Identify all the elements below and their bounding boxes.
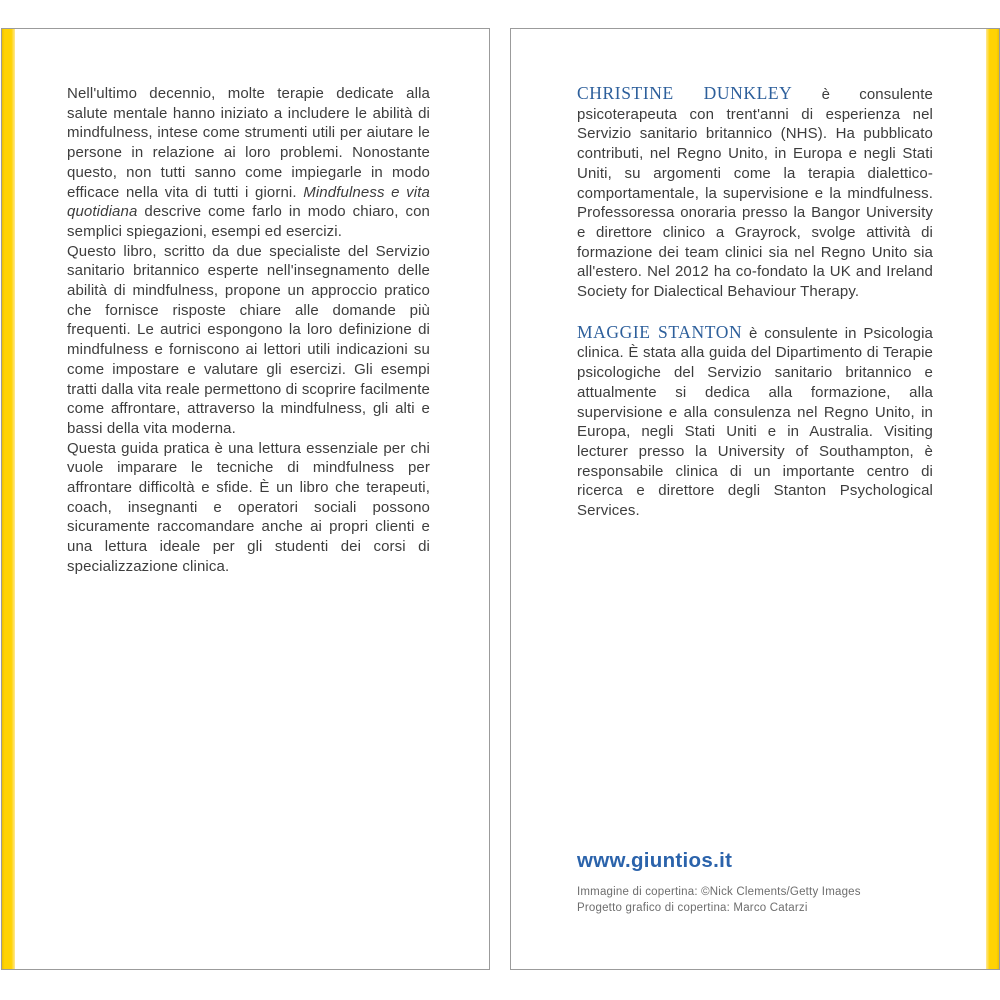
author-bio-maggie-stanton-text: è consulente in Psicologia clinica. È stata alla guida del Dipartimento di Terapie psicologiche del Servizio sanitario britannico e attualmente si dedica alla formazione, alla supervisione e alla consulenza nel Regno Unito, in Europa, negli Stati Uniti e in Australia. Visiting lecturer presso la University of Southampton, è responsabile clinica di un importante centro di ricerca e direttore degli Stanton Psychological Services.: [577, 324, 933, 520]
right-yellow-spine-stripe: [986, 29, 999, 969]
author-bio-maggie-stanton: [577, 323, 933, 521]
synopsis-paragraph-3: Questa guida pratica è una lettura essenziale per chi vuole imparare le tecniche di mindfulness per affrontare difficoltà e sfide. È un libro che terapeuti, coach, insegnanti e operatori sociali possono sicuramente raccomandare anche ai propri clienti e una lettura ideale per gli studenti dei corsi di specializzazione clinica.: [67, 439, 430, 575]
synopsis-paragraph-1: [67, 84, 430, 242]
synopsis-paragraph-2: Questo libro, scritto da due specialiste del Servizio sanitario britannico esperte nell'insegnamento delle abilità di mindfulness, propone un approccio pratico che fornisce risposte chiare alle domande più frequenti. Le autrici espongono la loro definizione di mindfulness e forniscono ai lettori utili indicazioni su come impostare e valutare gli esercizi. Gli esempi tratti dalla vita reale permettono di scoprire facilmente come affrontare, attraverso la mindfulness, gli alti e bassi della vita moderna.: [67, 242, 430, 437]
book-title-italic: Mindfulness e vita quotidiana: [67, 183, 430, 221]
right-flap-panel: [510, 28, 1000, 970]
left-flap-panel: [1, 28, 490, 970]
book-synopsis: [67, 84, 430, 577]
cover-credits: [577, 885, 861, 916]
synopsis-p1-text-b: descrive come farlo in modo chiaro, con semplici spiegazioni, esempi ed esercizi.: [67, 203, 430, 240]
author-bio-christine-dunkley: [577, 84, 933, 302]
synopsis-p1-text-a: Nell'ultimo decennio, molte terapie dedicate alla salute mentale hanno iniziato a includere le abilità di mindfulness, intese come strumenti utili per aiutare le persone in relazione ai loro problemi. Nonostante questo, non tutti sanno come impiegarle in modo efficace nella vita di tutti i giorni.: [67, 85, 430, 201]
author-name-christine-dunkley: CHRISTINE DUNKLEY: [577, 83, 793, 103]
author-bios: [577, 84, 933, 521]
left-yellow-spine-stripe: [2, 29, 15, 969]
publisher-website-link[interactable]: www.giuntios.it: [577, 849, 733, 872]
credit-line-graphic-design: Progetto grafico di copertina: Marco Catarzi: [577, 901, 808, 914]
credit-line-cover-image: Immagine di copertina: ©Nick Clements/Getty Images: [577, 886, 861, 898]
author-name-maggie-stanton: MAGGIE STANTON: [577, 321, 743, 342]
author-bio-christine-dunkley-text: è consulente psicoterapeuta con trent'anni di esperienza nel Servizio sanitario britannico (NHS). Ha pubblicato contributi, nel Regno Unito, in Europa e negli Stati Uniti, su argomenti come la terapia dialettico-comportamentale, la supervisione e la mindfulness. Professoressa onoraria presso la Bangor University e direttore clinico a Grayrock, svolge attività di formazione dei team clinici sia nel Regno Unito sia all'estero. Nel 2012 ha co-fondato la UK and Ireland Society for Dialectical Behaviour Therapy.: [577, 86, 933, 301]
